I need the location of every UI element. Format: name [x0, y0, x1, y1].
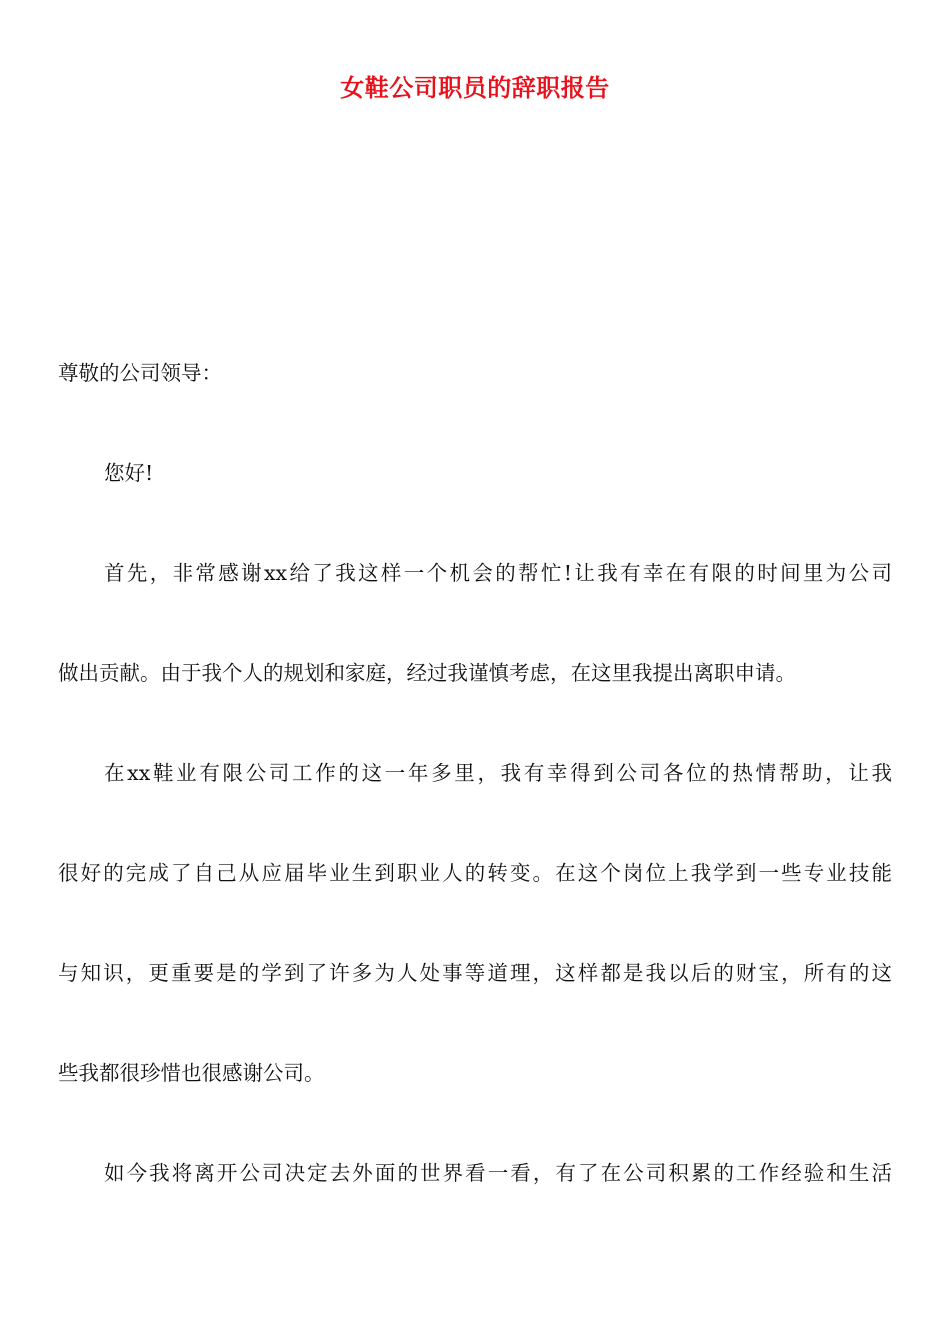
- paragraph-3-line-1: 如今我将离开公司决定去外面的世界看一看，有了在公司积累的工作经验和生活: [104, 1161, 892, 1185]
- paragraph-2-line-1: 在xx鞋业有限公司工作的这一年多里，我有幸得到公司各位的热情帮助，让我: [104, 761, 892, 785]
- line-gap: [58, 598, 892, 648]
- paragraph-gap: [58, 398, 892, 448]
- paragraph-2-line-3: 与知识，更重要是的学到了许多为人处事等道理，这样都是我以后的财宝，所有的这: [58, 961, 892, 985]
- line-gap: [58, 898, 892, 948]
- document-title: 女鞋公司职员的辞职报告: [340, 74, 610, 102]
- greeting: 您好!: [104, 461, 154, 485]
- line-gap: [58, 998, 892, 1048]
- document-body: [58, 348, 892, 1198]
- paragraph-2-line-2: 很好的完成了自己从应届毕业生到职业人的转变。在这个岗位上我学到一些专业技能: [58, 861, 892, 885]
- paragraph-2-line-4: 些我都很珍惜也很感谢公司。: [58, 1061, 325, 1085]
- paragraph-1-line-1: 首先，非常感谢xx给了我这样一个机会的帮忙!让我有幸在有限的时间里为公司: [104, 561, 892, 585]
- paragraph-gap: [58, 498, 892, 548]
- paragraph-gap: [58, 698, 892, 748]
- paragraph-1-line-2: 做出贡献。由于我个人的规划和家庭，经过我谨慎考虑，在这里我提出离职申请。: [58, 661, 796, 685]
- paragraph-gap: [58, 1098, 892, 1148]
- line-gap: [58, 798, 892, 848]
- salutation: 尊敬的公司领导：: [58, 361, 222, 385]
